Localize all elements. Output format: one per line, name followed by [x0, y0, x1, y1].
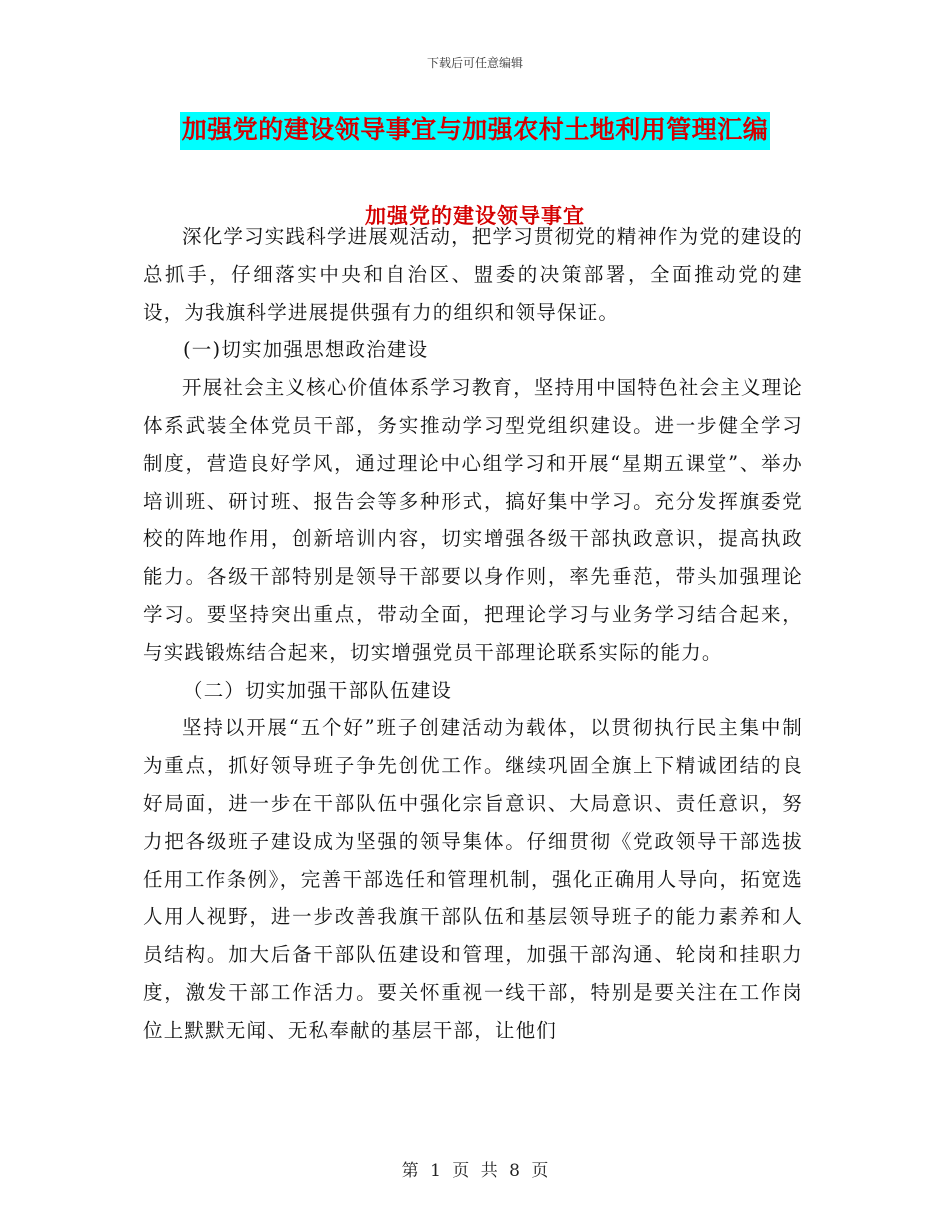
- subheading-cadre: （二）切实加强干部队伍建设: [183, 678, 453, 702]
- page-header-note: 下载后可任意编辑: [426, 56, 523, 70]
- page-number: 第 1 页 共 8 页: [401, 1161, 549, 1181]
- document-body: [143, 218, 803, 1050]
- paragraph-intro: 深化学习实践科学进展观活动，把学习贯彻党的精神作为党的建设的总抓手，仔细落实中央和自治区、盟委的决策部署，全面推动党的建设，为我旗科学进展提供强有力的组织和领导保证。: [143, 225, 804, 324]
- document-title: 加强党的建设领导事宜与加强农村土地利用管理汇编: [180, 112, 771, 150]
- paragraph-cadre: 坚持以开展“五个好”班子创建活动为载体，以贯彻执行民主集中制为重点，抓好领导班子争先创优工作。继续巩固全旗上下精诚团结的良好局面，进一步在干部队伍中强化宗旨意识、大局意识、责任意识，努力把各级班子建设成为坚强的领导集体。仔细贯彻《党政领导干部选拔任用工作条例》，完善干部选任和管理机制，强化正确用人导向，拓宽选人用人视野，进一步改善我旗干部队伍和基层领导班子的能力素养和人员结构。加大后备干部队伍建设和管理，加强干部沟通、轮岗和挂职力度，激发干部工作活力。要关怀重视一线干部，特别是要关注在工作岗位上默默无闻、无私奉献的基层干部，让他们: [143, 716, 803, 1042]
- document-title-container: [0, 112, 950, 150]
- subheading-ideology: (一)切实加强思想政治建设: [183, 338, 429, 362]
- paragraph-ideology: 开展社会主义核心价值体系学习教育，坚持用中国特色社会主义理论体系武装全体党员干部，务实推动学习型党组织建设。进一步健全学习制度，营造良好学风，通过理论中心组学习和开展“星期五课堂”、举办培训班、研讨班、报告会等多种形式，搞好集中学习。充分发挥旗委党校的阵地作用，创新培训内容，切实增强各级干部执政意识，提高执政能力。各级干部特别是领导干部要以身作则，率先垂范，带头加强理论学习。要坚持突出重点，带动全面，把理论学习与业务学习结合起来，与实践锻炼结合起来，切实增强党员干部理论联系实际的能力。: [143, 376, 804, 664]
- section-title: 加强党的建设领导事宜: [365, 203, 585, 228]
